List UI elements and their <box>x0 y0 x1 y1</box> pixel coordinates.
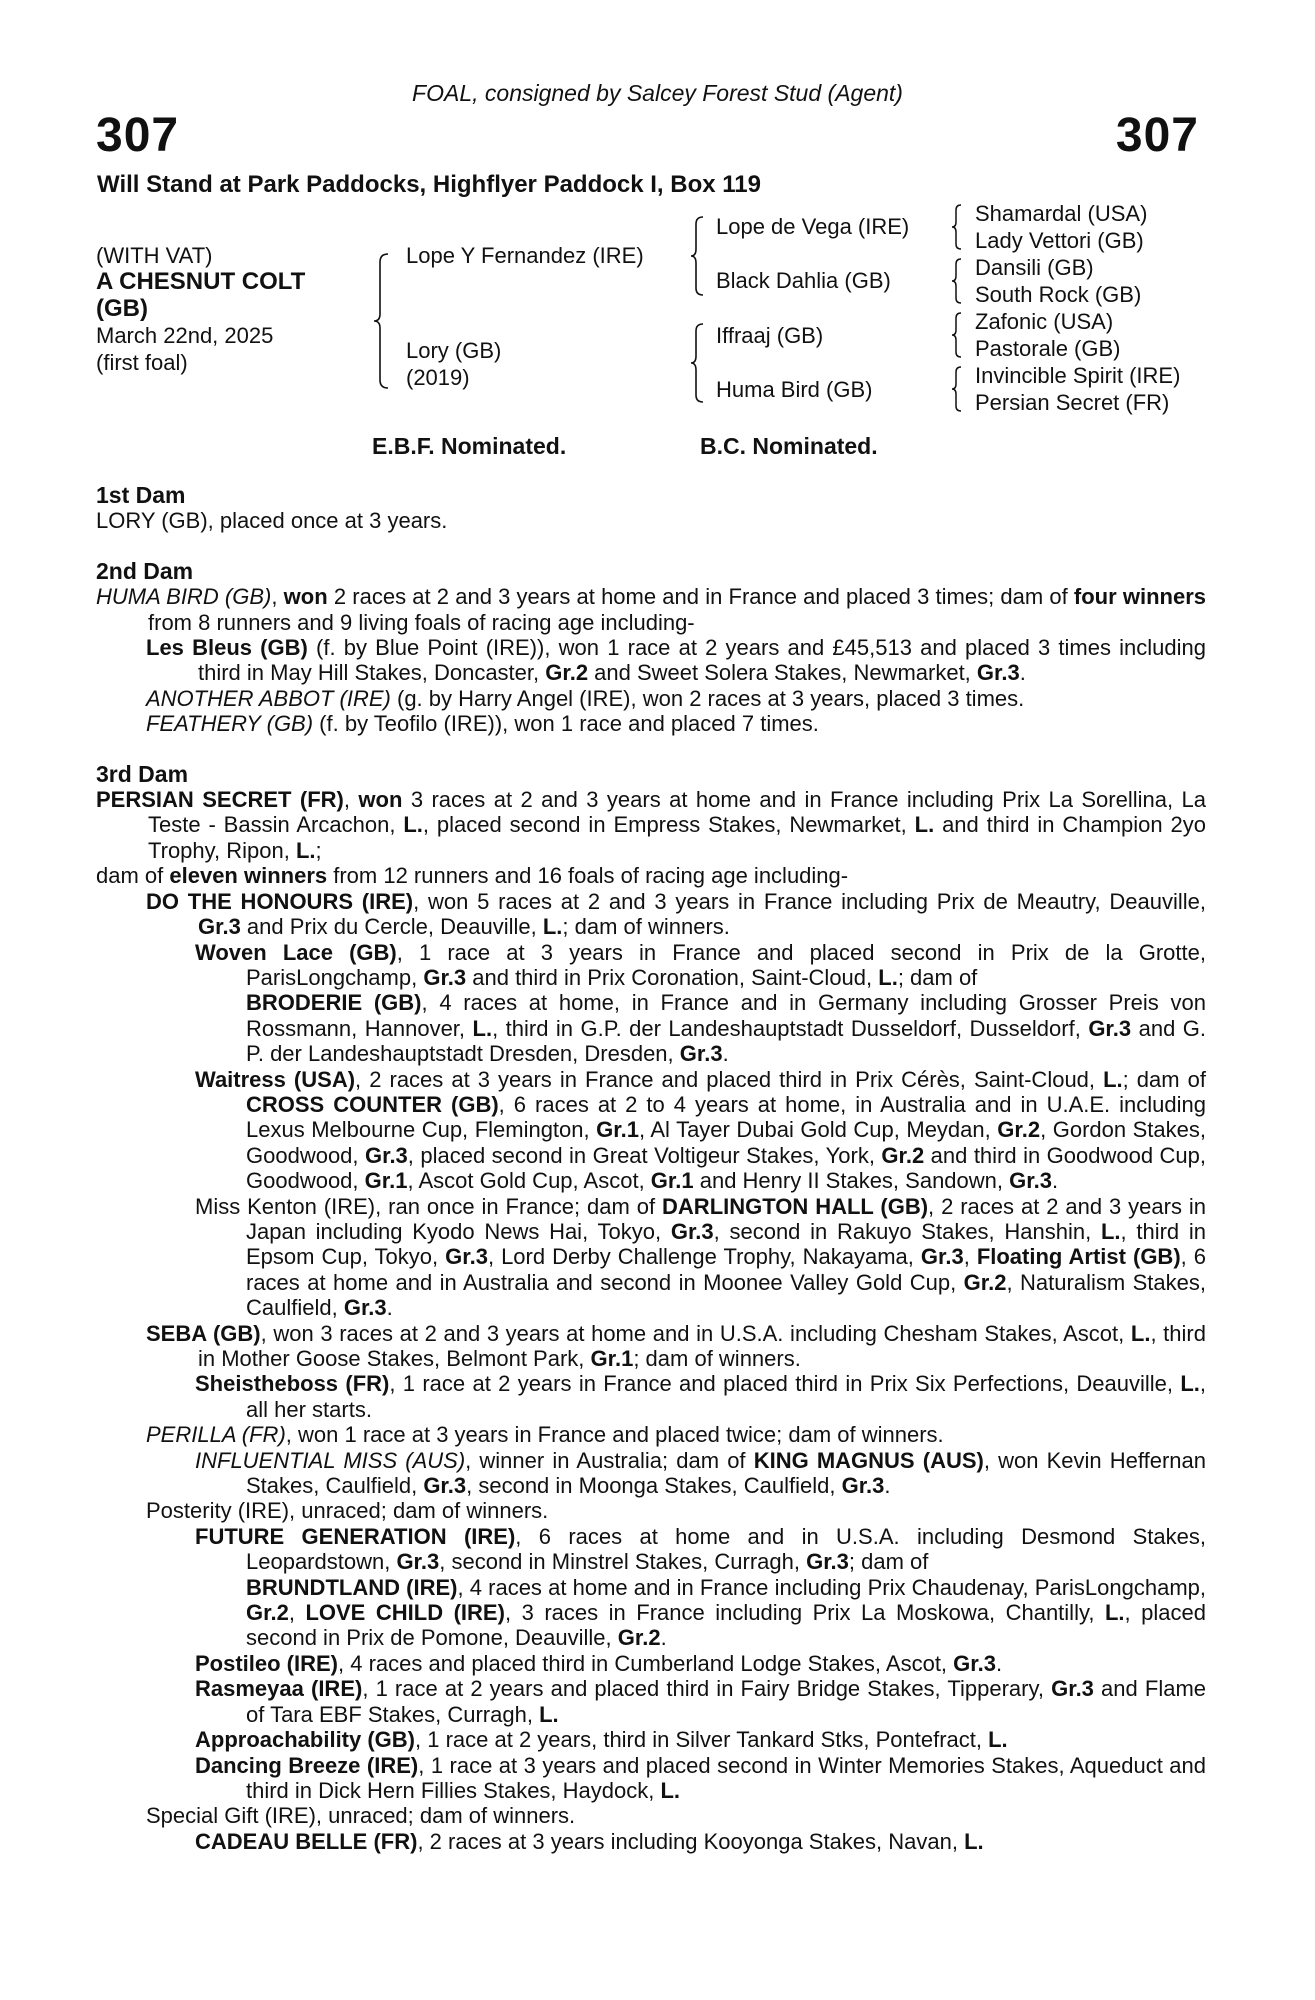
horse-name-line2: (GB) <box>96 295 148 322</box>
second-dam-entry: HUMA BIRD (GB), won 2 races at 2 and 3 years at home and in France and placed 3 times; dam of four winners from 8 runners and 9 living foals of racing age including- <box>96 584 1206 635</box>
horse-note: (first foal) <box>96 350 188 375</box>
pedigree-sire-sire: Lope de Vega (IRE) <box>716 214 910 239</box>
pedigree-dss: Zafonic (USA) <box>975 309 1114 334</box>
produce-seba: SEBA (GB), won 3 races at 2 and 3 years at home and in U.S.A. including Chesham Stakes, Ascot, L., third in Mother Goose Stakes, Belmont Park, Gr.1; dam of winners. <box>146 1320 1206 1371</box>
produce-influential-miss: INFLUENTIAL MISS (AUS), winner in Australia; dam of KING MAGNUS (AUS), won Kevin Heffernan Stakes, Caulfield, Gr.3, second in Moonga Stakes, Caulfield, Gr.3. <box>195 1447 1207 1499</box>
pedigree-ssd: Lady Vettori (GB) <box>975 228 1144 253</box>
pedigree-dam-sire: Iffraaj (GB) <box>716 323 824 348</box>
first-dam-text: LORY (GB), placed once at 3 years. <box>96 508 448 534</box>
pedigree-dam-year: (2019) <box>406 365 470 390</box>
produce-brundtland: BRUNDTLAND (IRE), 4 races at home and in France including Prix Chaudenay, ParisLongchamp, Gr.2, LOVE CHILD (IRE), 3 races in France including Prix La Moskowa, Chantilly, L., placed second in Prix de Pomone, Deauville, Gr.2. <box>246 1574 1206 1651</box>
bc-nominated: B.C. Nominated. <box>700 433 878 459</box>
produce-future-generation: FUTURE GENERATION (IRE), 6 races at home and in U.S.A. including Desmond Stakes, Leopardstown, Gr.3, second in Minstrel Stakes, Curragh, Gr.3; dam of <box>195 1523 1206 1575</box>
produce-sheistheboss: Sheistheboss (FR), 1 race at 2 years in France and placed third in Prix Six Perfections, Deauville, L., all her starts. <box>195 1371 1207 1422</box>
dam-parents-brace <box>689 322 707 404</box>
ds-parents-brace <box>950 311 964 359</box>
third-dam-entry: PERSIAN SECRET (FR), won 3 races at 2 and 3 years at home and in France including Prix La Sorellina, La Teste - Bassin Arcachon, L., placed second in Empress Stakes, Newmarket, L. and third in Champion 2yo Trophy, Ripon, L.; <box>96 787 1206 863</box>
produce-special-gift: Special Gift (IRE), unraced; dam of winners. <box>146 1803 576 1829</box>
horse-name-line1: A CHESNUT COLT <box>96 268 306 295</box>
pedigree-dds: Invincible Spirit (IRE) <box>975 363 1181 388</box>
third-dam-title: 3rd Dam <box>96 760 189 787</box>
produce-les-bleus: Les Bleus (GB) (f. by Blue Point (IRE)), won 1 race at 2 years and £45,513 and placed 3 times including third in May Hill Stakes, Doncaster, Gr.2 and Sweet Solera Stakes, Newmarket, Gr.3. <box>146 635 1207 686</box>
pedigree-sire: Lope Y Fernandez (IRE) <box>406 243 644 268</box>
sire-parents-brace <box>689 215 707 297</box>
produce-miss-kenton: Miss Kenton (IRE), ran once in France; dam of DARLINGTON HALL (GB), 2 races at 2 and 3 years in Japan including Kyodo News Hai, Tokyo, Gr.3, second in Rakuyo Stakes, Hanshin, L., third in Epsom Cup, Tokyo, Gr.3, Lord Derby Challenge Trophy, Nakayama, Gr.3, Floating Artist (GB), 6 races at home and in Australia and second in Moonee Valley Gold Cup, Gr.2, Naturalism Stakes, Caulfield, Gr.3. <box>195 1193 1207 1321</box>
produce-postileo: Postileo (IRE), 4 races and placed third in Cumberland Lodge Stakes, Ascot, Gr.3. <box>195 1650 1003 1676</box>
produce-record <box>96 483 1206 1854</box>
pedigree-sire-dam: Black Dahlia (GB) <box>716 268 891 293</box>
pedigree-sss: Shamardal (USA) <box>975 201 1148 226</box>
produce-feathery: FEATHERY (GB) (f. by Teofilo (IRE)), won 1 race and placed 7 times. <box>146 711 819 737</box>
pedigree-ddd: Persian Secret (FR) <box>975 390 1170 415</box>
produce-perilla: PERILLA (FR), won 1 race at 3 years in France and placed twice; dam of winners. <box>146 1422 944 1448</box>
third-dam-produce-summary: dam of eleven winners from 12 runners and 16 foals of racing age including- <box>96 863 849 889</box>
ebf-nominated: E.B.F. Nominated. <box>372 433 567 459</box>
vat-note: (WITH VAT) <box>96 243 213 268</box>
produce-dancing-breeze: Dancing Breeze (IRE), 1 race at 3 years and placed second in Winter Memories Stakes, Aqueduct and third in Dick Hern Fillies Stakes, Haydock, L. <box>195 1752 1207 1803</box>
stand-location: Will Stand at Park Paddocks, Highflyer Paddock I, Box 119 <box>97 171 761 198</box>
pedigree-dsd: Pastorale (GB) <box>975 336 1121 361</box>
horse-dob: March 22nd, 2025 <box>96 323 274 348</box>
consignor-line: FOAL, consigned by Salcey Forest Stud (Agent) <box>412 80 903 106</box>
lot-number-right: 307 <box>1115 109 1199 162</box>
produce-rasmeyaa: Rasmeyaa (IRE), 1 race at 2 years and placed third in Fairy Bridge Stakes, Tipperary, Gr.3 and Flame of Tara EBF Stakes, Curragh, L. <box>195 1676 1207 1727</box>
produce-another-abbot: ANOTHER ABBOT (IRE) (g. by Harry Angel (IRE), won 2 races at 3 years, placed 3 times. <box>146 685 1025 711</box>
produce-broderie: BRODERIE (GB), 4 races at home, in France and in Germany including Grosser Preis von Rossmann, Hannover, L., third in G.P. der Landeshauptstadt Dusseldorf, Dusseldorf, Gr.3 and G. P. der Landeshauptstadt Dresden, Dresden, Gr.3. <box>246 990 1206 1067</box>
produce-cadeau-belle: CADEAU BELLE (FR), 2 races at 3 years including Kooyonga Stakes, Navan, L. <box>195 1828 984 1854</box>
pedigree-dam-dam: Huma Bird (GB) <box>716 377 873 402</box>
first-dam-title: 1st Dam <box>96 482 186 508</box>
pedigree-sds: Dansili (GB) <box>975 255 1094 280</box>
sd-parents-brace <box>950 257 964 305</box>
ss-parents-brace <box>950 203 964 251</box>
produce-waitress: Waitress (USA), 2 races at 3 years in France and placed third in Prix Cérès, Saint-Cloud, L.; dam of CROSS COUNTER (GB), 6 races at 2 to 4 years at home, in Australia and in U.A.E. including Lexus Melbourne Cup, Flemington, Gr.1, Al Tayer Dubai Gold Cup, Meydan, Gr.2, Gordon Stakes, Goodwood, Gr.3, placed second in Great Voltigeur Stakes, York, Gr.2 and third in Goodwood Cup, Goodwood, Gr.1, Ascot Gold Cup, Ascot, Gr.1 and Henry II Stakes, Sandown, Gr.3. <box>195 1066 1207 1194</box>
sire-dam-brace <box>372 252 392 390</box>
produce-approachability: Approachability (GB), 1 race at 2 years, third in Silver Tankard Stks, Pontefract, L. <box>195 1727 1008 1753</box>
pedigree-dam: Lory (GB) <box>406 338 502 363</box>
produce-posterity: Posterity (IRE), unraced; dam of winners. <box>146 1498 549 1524</box>
produce-do-the-honours: DO THE HONOURS (IRE), won 5 races at 2 and 3 years in France including Prix de Meautry, Deauville, Gr.3 and Prix du Cercle, Deauville, L.; dam of winners. <box>146 888 1206 940</box>
pedigree-sdd: South Rock (GB) <box>975 282 1142 307</box>
produce-woven-lace: Woven Lace (GB), 1 race at 3 years in France and placed second in Prix de la Grotte, ParisLongchamp, Gr.3 and third in Prix Coronation, Saint-Cloud, L.; dam of <box>195 939 1206 990</box>
dd-parents-brace <box>950 365 964 413</box>
lot-number-left: 307 <box>96 109 180 162</box>
second-dam-title: 2nd Dam <box>96 557 194 584</box>
